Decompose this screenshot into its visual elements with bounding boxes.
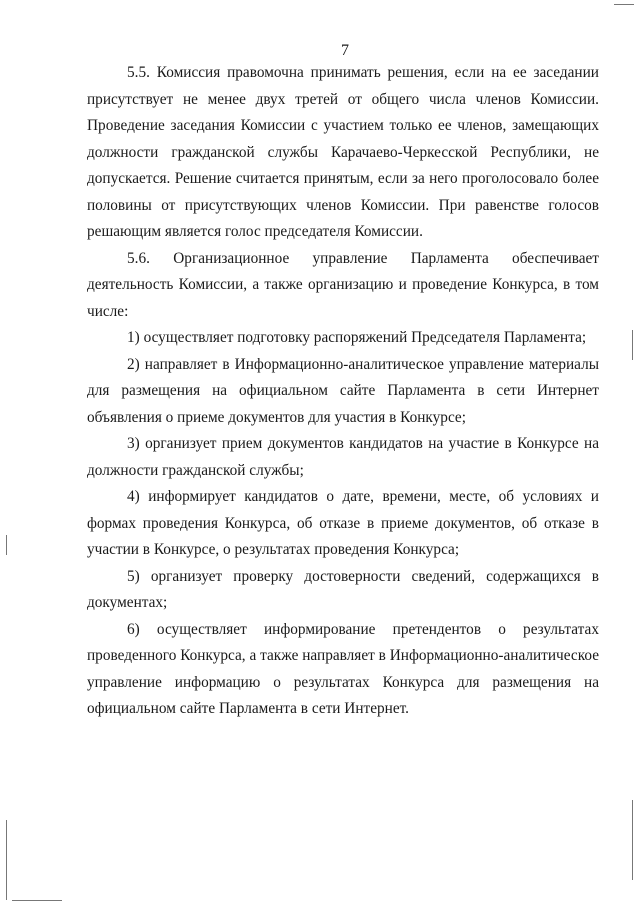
scan-artifact-right-bottom [632,800,633,880]
scan-artifact-left-bottom [6,820,7,900]
list-item-3: 3) организует прием документов кандидатов на участие в Конкурсе на должности гражданской службы; [87,435,599,479]
paragraph-5-5: 5.5. Комиссия правомочна принимать решения, если на ее заседании присутствует не менее двух третей от общего числа членов Комиссии. Проведение заседания Комиссии с участием только ее членов, замещающих должности гражданской службы Карачаево-Черкесской Республики, не допускается. Решение считается принятым, если за него проголосовало более половины от присутствующих членов Комиссии. При равенстве голосов решающим является голос председателя Комиссии. [87,64,599,240]
list-item-6: 6) осуществляет информирование претендентов о результатах проведенного Конкурса, а также направляет в Информационно-аналитическое управление информацию о результатах Конкурса для размещения на официальном сайте Парламента в сети Интернет. [87,620,599,717]
list-item-2: 2) направляет в Информационно-аналитическое управление материалы для размещения на официальном сайте Парламента в сети Интернет объявления о приеме документов для участия в Конкурсе; [87,355,599,426]
scan-artifact-left-mid [6,535,7,555]
scan-artifact-right-mid [632,330,633,360]
document-body [87,60,599,723]
list-item-4: 4) информирует кандидатов о дате, времени, месте, об условиях и формах проведения Конкурса, об отказе в приеме документов, об отказе в участии в Конкурсе, о результатах проведения Конкурса; [87,488,599,558]
page-number: 7 [341,42,349,59]
list-item-1: 1) осуществляет подготовку распоряжений Председателя Парламента; [127,329,587,346]
list-item-5: 5) организует проверку достоверности сведений, содержащихся в документах; [87,567,599,611]
paragraph-5-6: 5.6. Организационное управление Парламента обеспечивает деятельность Комиссии, а также организацию и проведение Конкурса, в том числе: [87,249,599,320]
scan-artifact-bottom-left [12,900,62,901]
scan-artifact-right-top [614,4,634,5]
